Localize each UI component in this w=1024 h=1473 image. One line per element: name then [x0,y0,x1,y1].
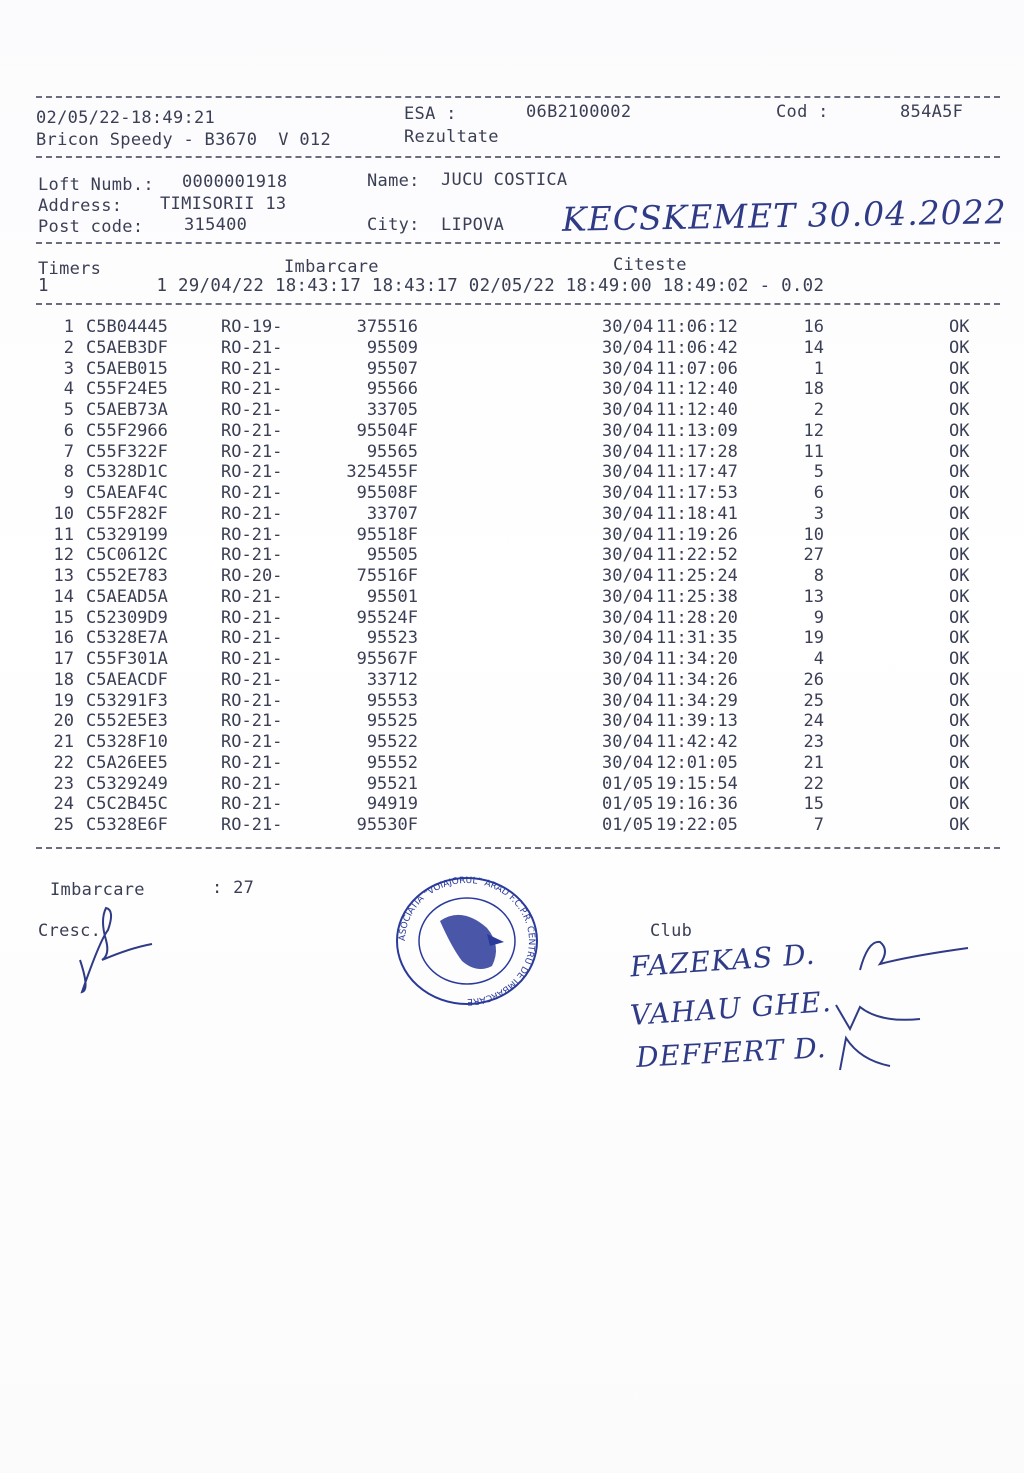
ring-prefix: RO-21- [221,607,283,628]
row-number: 14 [53,586,74,607]
row-number: 7 [63,441,74,462]
status: OK [949,420,970,441]
chip-id: C5328F10 [86,732,168,752]
print-datetime: 02/05/22-18:49:21 [36,108,216,128]
status: OK [949,607,970,628]
ring-prefix: RO-20- [221,566,283,586]
club-signature-2-scribble [830,995,930,1035]
ring-number: 95509 [366,337,418,358]
table-row [0,442,1024,463]
status: OK [949,566,970,586]
status: OK [949,773,970,794]
divider [36,847,1000,849]
status: OK [949,441,970,462]
ring-prefix: RO-21- [221,711,283,732]
basket-position: 13 [803,586,824,607]
ring-number: 95525 [366,711,418,732]
basket-position: 7 [813,815,824,835]
chip-id: C5AEACDF [86,669,168,690]
divider [36,303,1000,305]
table-row [0,483,1024,504]
arrival-date: 30/04 [602,462,654,483]
chip-id: C5AEB015 [86,358,168,379]
table-row [0,815,1024,836]
arrival-time: 19:22:05 [656,815,738,835]
status: OK [949,545,970,566]
club-signature-3-scribble [830,1030,900,1075]
arrival-time: 11:17:47 [656,462,738,483]
arrival-date: 30/04 [602,586,654,607]
timers-line: 1 1 29/04/22 18:43:17 18:43:17 02/05/22 18:49:00 18:49:02 - 0.02 [38,276,825,296]
cod-value: 854A5F [900,102,964,122]
basket-position: 15 [803,794,824,815]
ring-number: 95566 [366,379,418,400]
ring-prefix: RO-21- [221,524,283,545]
table-row [0,711,1024,732]
table-row [0,587,1024,608]
chip-id: C5AEAD5A [86,586,168,607]
basket-position: 4 [813,649,824,669]
ring-prefix: RO-21- [221,586,283,607]
arrival-date: 01/05 [602,794,654,815]
citeste-header: Citeste [613,255,687,275]
row-number: 16 [53,628,74,649]
chip-id: C5AEB73A [86,400,168,420]
table-row [0,317,1024,338]
row-number: 3 [63,358,74,379]
ring-number: 95524F [356,607,418,628]
chip-id: C5AEAF4C [86,483,168,503]
chip-id: C52309D9 [86,607,168,628]
row-number: 5 [63,400,74,420]
basket-position: 8 [813,566,824,586]
table-row [0,732,1024,753]
basket-position: 22 [803,773,824,794]
ring-number: 33712 [366,669,418,690]
row-number: 19 [53,690,74,711]
basket-position: 12 [803,420,824,441]
table-row [0,504,1024,525]
arrival-date: 30/04 [602,690,654,711]
arrival-time: 11:39:13 [656,711,738,732]
device-info: Bricon Speedy - B3670 V 012 [36,130,331,150]
row-number: 20 [53,711,74,732]
ring-prefix: RO-21- [221,462,283,483]
status: OK [949,483,970,503]
table-row [0,608,1024,629]
ring-prefix: RO-21- [221,669,283,690]
ring-number: 75516F [356,566,418,586]
table-row [0,753,1024,774]
table-row [0,525,1024,546]
basket-position: 18 [803,379,824,400]
chip-id: C5C2B45C [86,794,168,815]
arrival-time: 11:18:41 [656,503,738,524]
table-row [0,338,1024,359]
row-number: 12 [53,545,74,566]
table-row [0,628,1024,649]
status: OK [949,400,970,420]
club-signature-3: DEFFERT D. [635,1031,828,1074]
row-number: 1 [63,317,74,337]
arrival-date: 30/04 [602,711,654,732]
club-label: Club [650,921,693,941]
ring-number: 95552 [366,752,418,773]
ring-number: 95565 [366,441,418,462]
status: OK [949,317,970,337]
club-signature-1-scribble [850,930,980,980]
ring-prefix: RO-21- [221,379,283,400]
ring-prefix: RO-21- [221,628,283,649]
status: OK [949,586,970,607]
section-title: Rezultate [404,127,499,147]
status: OK [949,524,970,545]
row-number: 22 [53,752,74,773]
ring-number: 95522 [366,732,418,752]
ring-prefix: RO-21- [221,815,283,835]
cresc-label: Cresc. [38,921,102,941]
postcode-value: 315400 [184,215,248,235]
basket-position: 5 [813,462,824,483]
row-number: 6 [63,420,74,441]
ring-prefix: RO-21- [221,420,283,441]
divider [36,242,1000,244]
chip-id: C5328E6F [86,815,168,835]
chip-id: C55F301A [86,649,168,669]
status: OK [949,690,970,711]
chip-id: C55F2966 [86,420,168,441]
ring-prefix: RO-21- [221,690,283,711]
status: OK [949,337,970,358]
timers-label: Timers [38,259,102,279]
arrival-date: 30/04 [602,441,654,462]
basket-position: 14 [803,337,824,358]
loft-label: Loft Numb.: [38,175,154,195]
row-number: 25 [53,815,74,835]
city-value: LIPOVA [441,215,505,235]
basket-position: 27 [803,545,824,566]
chip-id: C5328D1C [86,462,168,483]
ring-number: 95508F [356,483,418,503]
arrival-date: 01/05 [602,773,654,794]
arrival-time: 11:31:35 [656,628,738,649]
basket-position: 24 [803,711,824,732]
ring-prefix: RO-19- [221,317,283,337]
ring-prefix: RO-21- [221,400,283,420]
ring-prefix: RO-21- [221,441,283,462]
esa-label: ESA : [404,104,457,124]
chip-id: C5AEB3DF [86,337,168,358]
arrival-time: 11:17:28 [656,441,738,462]
row-number: 15 [53,607,74,628]
arrival-date: 30/04 [602,420,654,441]
association-stamp [392,876,542,1006]
status: OK [949,628,970,649]
ring-number: 95501 [366,586,418,607]
arrival-date: 30/04 [602,400,654,420]
table-row [0,462,1024,483]
arrival-date: 30/04 [602,358,654,379]
row-number: 2 [63,337,74,358]
arrival-time: 11:06:12 [656,317,738,337]
esa-value: 06B2100002 [526,102,632,122]
arrival-time: 11:19:26 [656,524,738,545]
ring-prefix: RO-21- [221,773,283,794]
status: OK [949,462,970,483]
arrival-date: 30/04 [602,317,654,337]
chip-id: C552E5E3 [86,711,168,732]
ring-number: 33707 [366,503,418,524]
arrival-time: 11:13:09 [656,420,738,441]
ring-number: 95507 [366,358,418,379]
arrival-time: 11:12:40 [656,379,738,400]
table-row [0,691,1024,712]
ring-number: 95521 [366,773,418,794]
ring-number: 95504F [356,420,418,441]
arrival-date: 30/04 [602,503,654,524]
row-number: 21 [53,732,74,752]
arrival-time: 11:42:42 [656,732,738,752]
ring-number: 95567F [356,649,418,669]
status: OK [949,379,970,400]
basket-position: 16 [803,317,824,337]
arrival-date: 30/04 [602,669,654,690]
row-number: 4 [63,379,74,400]
arrival-date: 01/05 [602,815,654,835]
arrival-time: 11:25:24 [656,566,738,586]
row-number: 18 [53,669,74,690]
basket-position: 10 [803,524,824,545]
arrival-time: 11:22:52 [656,545,738,566]
name-label: Name: [367,171,420,191]
chip-id: C5C0612C [86,545,168,566]
arrival-time: 19:16:36 [656,794,738,815]
status: OK [949,669,970,690]
row-number: 11 [53,524,74,545]
chip-id: C552E783 [86,566,168,586]
basket-position: 1 [813,358,824,379]
loft-value: 0000001918 [182,172,288,192]
ring-number: 95505 [366,545,418,566]
ring-prefix: RO-21- [221,732,283,752]
status: OK [949,815,970,835]
arrival-time: 11:12:40 [656,400,738,420]
basket-position: 11 [803,441,824,462]
row-number: 9 [63,483,74,503]
arrival-date: 30/04 [602,607,654,628]
row-number: 23 [53,773,74,794]
arrival-time: 11:07:06 [656,358,738,379]
chip-id: C5329249 [86,773,168,794]
chip-id: C5328E7A [86,628,168,649]
footer-imbarcare-value: : 27 [212,878,255,898]
handwritten-race-name: KECSKEMET 30.04.2022 [561,192,1007,239]
table-row [0,359,1024,380]
ring-number: 95530F [356,815,418,835]
arrival-time: 11:34:26 [656,669,738,690]
basket-position: 25 [803,690,824,711]
city-label: City: [367,215,420,235]
status: OK [949,732,970,752]
ring-prefix: RO-21- [221,483,283,503]
arrival-time: 11:34:20 [656,649,738,669]
divider [36,96,1000,98]
ring-prefix: RO-21- [221,794,283,815]
basket-position: 6 [813,483,824,503]
club-signature-1: FAZEKAS D. [629,937,817,984]
arrival-date: 30/04 [602,524,654,545]
status: OK [949,711,970,732]
row-number: 13 [53,566,74,586]
ring-prefix: RO-21- [221,358,283,379]
table-row [0,774,1024,795]
arrival-date: 30/04 [602,566,654,586]
arrival-date: 30/04 [602,379,654,400]
status: OK [949,503,970,524]
row-number: 8 [63,462,74,483]
table-row [0,400,1024,421]
row-number: 17 [53,649,74,669]
breeder-signature [60,900,170,1000]
chip-id: C53291F3 [86,690,168,711]
name-value: JUCU COSTICA [441,170,568,190]
status: OK [949,752,970,773]
status: OK [949,794,970,815]
ring-prefix: RO-21- [221,337,283,358]
chip-id: C55F322F [86,441,168,462]
ring-prefix: RO-21- [221,503,283,524]
table-row [0,794,1024,815]
row-number: 24 [53,794,74,815]
arrival-time: 11:25:38 [656,586,738,607]
ring-number: 325455F [346,462,418,483]
ring-number: 95518F [356,524,418,545]
status: OK [949,358,970,379]
stamp-ring-text: ASOCIATIA "VOIAJORUL" ARAD F.C.P.R. CENTRU DE IMBARCARE [397,876,537,1006]
table-row [0,421,1024,442]
table-row [0,545,1024,566]
arrival-time: 11:34:29 [656,690,738,711]
ring-prefix: RO-21- [221,649,283,669]
club-signature-2: VAHAU GHE. [629,985,833,1032]
arrival-date: 30/04 [602,628,654,649]
arrival-time: 19:15:54 [656,773,738,794]
address-value: TIMISORII 13 [160,194,287,214]
table-row [0,670,1024,691]
status: OK [949,649,970,669]
ring-number: 375516 [356,317,418,337]
imbarcare-header: Imbarcare [284,257,379,277]
arrival-time: 12:01:05 [656,752,738,773]
divider [36,156,1000,158]
arrival-date: 30/04 [602,545,654,566]
chip-id: C55F282F [86,503,168,524]
basket-position: 21 [803,752,824,773]
arrival-time: 11:06:42 [656,337,738,358]
postcode-label: Post code: [38,217,144,237]
row-number: 10 [53,503,74,524]
basket-position: 9 [813,607,824,628]
ring-number: 94919 [366,794,418,815]
cod-label: Cod : [776,102,829,122]
arrival-time: 11:28:20 [656,607,738,628]
table-row [0,649,1024,670]
footer-imbarcare-label: Imbarcare [50,880,145,900]
arrival-time: 11:17:53 [656,483,738,503]
chip-id: C5329199 [86,524,168,545]
basket-position: 19 [803,628,824,649]
arrival-date: 30/04 [602,649,654,669]
chip-id: C55F24E5 [86,379,168,400]
basket-position: 3 [813,503,824,524]
arrival-date: 30/04 [602,483,654,503]
basket-position: 2 [813,400,824,420]
arrival-date: 30/04 [602,752,654,773]
basket-position: 23 [803,732,824,752]
ring-number: 95553 [366,690,418,711]
basket-position: 26 [803,669,824,690]
arrival-date: 30/04 [602,732,654,752]
table-row [0,379,1024,400]
chip-id: C5A26EE5 [86,752,168,773]
arrival-date: 30/04 [602,337,654,358]
address-label: Address: [38,196,123,216]
chip-id: C5B04445 [86,317,168,337]
table-row [0,566,1024,587]
ring-number: 33705 [366,400,418,420]
ring-prefix: RO-21- [221,752,283,773]
ring-number: 95523 [366,628,418,649]
ring-prefix: RO-21- [221,545,283,566]
